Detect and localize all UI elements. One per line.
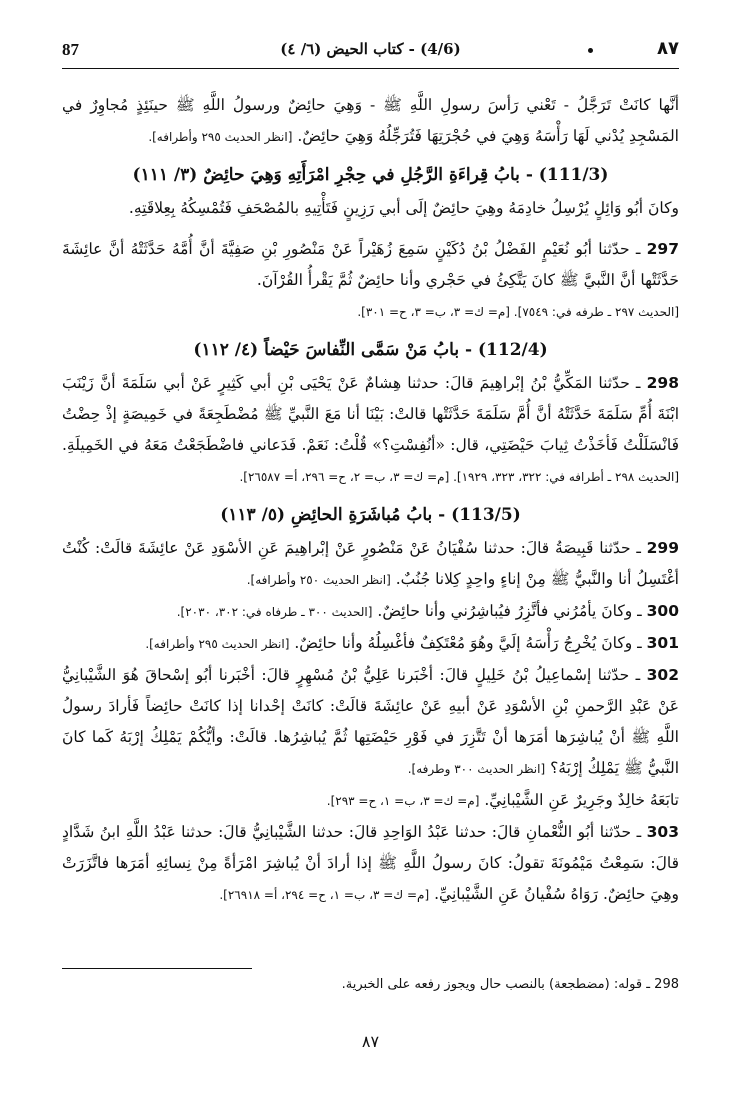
chapter-111-text: وكانَ أبُو وَائِلٍ يُرْسِلُ خادِمَهُ وهِيَ حائِضٌ إلَى أبي رَزِينٍ فَتَأْتِيهِ بالمُصْحَفِ فَتُمْسِكُهُ بِعِلاقَتِهِ. bbox=[128, 199, 679, 217]
chapter-title: (4/6) - كتاب الحيض (٦/ ٤) bbox=[280, 40, 461, 58]
hadith-text: وكانَ يُخْرِجُ رَأْسَهُ إلَيَّ وهُوَ مُعْتَكِفٌ فأغْسِلُهُ وأنا حائِضٌ. bbox=[294, 634, 633, 652]
page-number-latin: 87 bbox=[62, 40, 79, 59]
hadith-reference: [انظر الحديث ٣٠٠ وطرفه]. bbox=[407, 762, 546, 776]
running-head bbox=[62, 38, 679, 68]
hadith-text: حدّثنا أبُو النُّعْمانِ قالَ: حدثنا عَبْدُ الوَاحِدِ قالَ: حدثنا الشَّيْبانِيُّ قالَ: حدثنا عَبْدُ اللَّهِ ابنُ شَدَّادٍ قالَ: سَمِعْتُ مَيْمُونَةَ تقولُ: كانَ رسولُ اللَّهِ ﷺ إذا أرادَ أنْ يُباشِرَ امْرَأةً مِنْ نِسائِهِ أمَرَها فاتَّزَرَتْ وهِيَ حائِضٌ. رَوَاهُ سُفْيانُ عَنِ الشَّيْبانِيِّ. bbox=[62, 823, 679, 903]
hadith-reference: [انظر الحديث ٢٥٠ وأطرافه]. bbox=[246, 573, 391, 587]
folio-page-number: ٨٧ bbox=[361, 1032, 380, 1051]
chapter-heading-113: (113/5) - بابُ مُباشَرَةِ الحائِضِ (٥/ ١١٣) bbox=[220, 505, 521, 525]
hadith-text: حدّثنا المَكِّيُّ بْنُ إبْراهِيمَ قالَ: حدثنا هِشامٌ عَنْ يَحْيَى بْنِ أبي كَثِيرٍ عَنْ أبي سَلَمَةَ أنَّ زَيْنَبَ ابْنَةَ أُمِّ سَلَمَةَ حَدَّثَتْهُ أنَّ أُمَّ سَلَمَةَ حَدَّثَتْها قالتْ: بَيْنَا أنا مَعَ النَّبيِّ ﷺ مُضْطَجِعَةً في خَمِيصَةٍ إذْ حِضْتُ فَانْسَلَلْتُ فَأخَذْتُ ثِيابَ حَيْضَتِي، قال: «أنُفِسْتِ؟» قُلْتُ: نَعَمْ. فَدَعاني فاضْطَجَعْتُ مَعَهُ في الخَمِيلَةِ. bbox=[62, 374, 679, 454]
page-number-arabic: ٨٧ bbox=[657, 38, 679, 59]
chapter-heading-112: (112/4) - بابُ مَنْ سَمَّى النِّفاسَ حَيْضاً (٤/ ١١٢) bbox=[193, 340, 548, 360]
mutaba-text: تابَعَهُ خالِدٌ وجَرِيرٌ عَنِ الشَّيْبانِيِّ. bbox=[484, 791, 679, 809]
hadith-303: 303 ـ حدّثنا أبُو النُّعْمانِ قالَ: حدثنا عَبْدُ الوَاحِدِ قالَ: حدثنا الشَّيْبانِيُّ قالَ: حدثنا عَبْدُ اللَّهِ ابنُ شَدَّادٍ قالَ: سَمِعْتُ مَيْمُونَةَ تقولُ: كانَ رسولُ اللَّهِ ﷺ إذا أرادَ أنْ يُباشِرَ امْرَأةً مِنْ نِسائِهِ أمَرَها فاتَّزَرَتْ وهِيَ حائِضٌ. رَوَاهُ سُفْيانُ عَنِ الشَّيْبانِيِّ. [م= ك= ٣، ب= ١، ح= ٢٩٤، أ= ٢٦٩١٨]. bbox=[62, 823, 679, 903]
hadith-302: 302 ـ حدّثنا إسْماعِيلُ بْنُ خَلِيلٍ قالَ: أخْبَرنا عَلِيُّ بْنُ مُسْهِرٍ قالَ: أخْبَرنا أبُو إسْحاقَ هُوَ الشَّيْبانِيُّ عَنْ عَبْدِ الرَّحمنِ بْنِ الأسْوَدِ عَنْ أبيهِ عَنْ عائِشَةَ قالَتْ: كانَتْ إحْدانا إذا كانَتْ حائِضاً فَأرادَ رسولُ اللَّهِ ﷺ أنْ يُباشِرَها أمَرَها أنْ تَتَّزِرَ في فَوْرِ حَيْضَتِها ثُمَّ يُباشِرُها. قالَتْ: وأيُّكُمْ يَمْلِكُ إرْبَهُ كَما كانَ النَّبيُّ ﷺ يَمْلِكُ إرْبَهُ؟ [انظر الحديث ٣٠٠ وطرفه]. bbox=[62, 666, 679, 777]
hadith-297: 297 ـ حدّثنا أبُو نُعَيْمٍ الفَضْلُ بْنُ دُكَيْنٍ سَمِعَ زُهَيْراً عَنْ مَنْصُورِ بْنِ صَفِيَّةَ أنَّ أُمَّهُ حَدَّثَتْهُ أنَّ عائِشَةَ حَدَّثَتْها أنَّ النَّبيَّ ﷺ كانَ يَتَّكِئُ في حَجْري وأنا حائِضٌ ثُمَّ يَقْرأُ القُرْآنَ. [الحديث ٢٩٧ ـ طرفه في: ٧٥٤٩]. [م= ك= ٣، ب= ٣، ح= ٣٠١]. bbox=[62, 240, 679, 319]
intro-paragraph bbox=[62, 90, 679, 153]
hadith-301: 301 ـ وكانَ يُخْرِجُ رَأْسَهُ إلَيَّ وهُوَ مُعْتَكِفٌ فأغْسِلُهُ وأنا حائِضٌ. [انظر الحديث ٢٩٥ وأطرافه]. bbox=[145, 634, 679, 652]
footnote-rule bbox=[62, 968, 252, 969]
hadith-number: 303 bbox=[646, 823, 679, 841]
hadith-298: 298 ـ حدّثنا المَكِّيُّ بْنُ إبْراهِيمَ قالَ: حدثنا هِشامٌ عَنْ يَحْيَى بْنِ أبي كَثِيرٍ عَنْ أبي سَلَمَةَ أنَّ زَيْنَبَ ابْنَةَ أُمِّ سَلَمَةَ حَدَّثَتْهُ أنَّ أُمَّ سَلَمَةَ حَدَّثَتْها قالتْ: بَيْنَا أنا مَعَ النَّبيِّ ﷺ مُضْطَجِعَةً في خَمِيصَةٍ إذْ حِضْتُ فَانْسَلَلْتُ فَأخَذْتُ ثِيابَ حَيْضَتِي، قال: «أنُفِسْتِ؟» قُلْتُ: نَعَمْ. فَدَعاني فاضْطَجَعْتُ مَعَهُ في الخَمِيلَةِ. [الحديث ٢٩٨ ـ أطرافه في: ٣٢٢، ٣٢٣، ١٩٢٩]. [م= ك= ٣، ب= ٢، ح= ٢٩٦، أ= ٢٦٥٨٧]. bbox=[62, 374, 679, 484]
hadith-reference: [الحديث ٣٠٠ ـ طرفاه في: ٣٠٢، ٢٠٣٠]. bbox=[176, 605, 373, 619]
hadith-reference: [انظر الحديث ٢٩٥ وأطرافه]. bbox=[145, 637, 290, 651]
hadith-number: 299 bbox=[646, 539, 679, 557]
hadith-number: 297 bbox=[646, 240, 679, 258]
intro-reference: [انظر الحديث ٢٩٥ وأطرافه]. bbox=[148, 130, 293, 144]
footnote: 298 ـ قوله: (مضطجعة) بالنصب حال ويجوز رفعه على الخبرية. bbox=[341, 977, 679, 992]
header-rule bbox=[62, 68, 679, 69]
hadith-302-mutaba bbox=[62, 785, 679, 817]
hadith-text: حدّثنا قَبِيصَةُ قالَ: حدثنا سُفْيَانُ عَنْ مَنْصُورٍ عَنْ إبْراهِيمَ عَنِ الأسْوَدِ عَنْ عائِشَةَ قالَتْ: كُنْتُ أغْتَسِلُ أنا والنَّبيُّ ﷺ مِنْ إناءٍ واحِدٍ كِلانا جُنُبٌ. bbox=[62, 539, 679, 588]
header-dot bbox=[588, 48, 593, 53]
hadith-text: حدّثنا إسْماعِيلُ بْنُ خَلِيلٍ قالَ: أخْبَرنا عَلِيُّ بْنُ مُسْهِرٍ قالَ: أخْبَرنا أبُو إسْحاقَ هُوَ الشَّيْبانِيُّ عَنْ عَبْدِ الرَّحمنِ بْنِ الأسْوَدِ عَنْ أبيهِ عَنْ عائِشَةَ قالَتْ: كانَتْ إحْدانا إذا كانَتْ حائِضاً فَأرادَ رسولُ اللَّهِ ﷺ أنْ يُباشِرَها أمَرَها أنْ تَتَّزِرَ في فَوْرِ حَيْضَتِها ثُمَّ يُباشِرُها. قالَتْ: وأيُّكُمْ يَمْلِكُ إرْبَهُ كَما كانَ النَّبيُّ ﷺ يَمْلِكُ إرْبَهُ؟ bbox=[62, 666, 679, 777]
hadith-text: حدّثنا أبُو نُعَيْمٍ الفَضْلُ بْنُ دُكَيْنٍ سَمِعَ زُهَيْراً عَنْ مَنْصُورِ بْنِ صَفِيَّةَ أنَّ أُمَّهُ حَدَّثَتْهُ أنَّ عائِشَةَ حَدَّثَتْها أنَّ النَّبيَّ ﷺ كانَ يَتَّكِئُ في حَجْري وأنا حائِضٌ ثُمَّ يَقْرأُ القُرْآنَ. bbox=[62, 240, 679, 289]
hadith-300: 300 ـ وكانَ يأمُرُني فأتَّزِرُ فيُباشِرُني وأنا حائِضٌ. [الحديث ٣٠٠ ـ طرفاه في: ٣٠٢، ٢٠٣٠]. bbox=[176, 602, 679, 620]
hadith-number: 301 bbox=[646, 634, 679, 652]
hadith-reference: [الحديث ٢٩٧ ـ طرفه في: ٧٥٤٩]. [م= ك= ٣، ب= ٣، ح= ٣٠١]. bbox=[357, 305, 679, 319]
hadith-text: وكانَ يأمُرُني فأتَّزِرُ فيُباشِرُني وأنا حائِضٌ. bbox=[377, 602, 633, 620]
hadith-number: 298 bbox=[646, 374, 679, 392]
hadith-number: 302 bbox=[646, 666, 679, 684]
chapter-heading-111: (111/3) - بابُ قِراءَةِ الرَّجُلِ في حِجْرِ امْرَأَتِهِ وَهِيَ حائِضٌ (٣/ ١١١) bbox=[132, 165, 609, 185]
main-text bbox=[62, 90, 679, 911]
hadith-number: 300 bbox=[646, 602, 679, 620]
hadith-reference: [الحديث ٢٩٨ ـ أطرافه في: ٣٢٢، ٣٢٣، ١٩٢٩]. [م= ك= ٣، ب= ٢، ح= ٢٩٦، أ= ٢٦٥٨٧]. bbox=[239, 470, 679, 484]
hadith-299: 299 ـ حدّثنا قَبِيصَةُ قالَ: حدثنا سُفْيَانُ عَنْ مَنْصُورٍ عَنْ إبْراهِيمَ عَنِ الأسْوَدِ عَنْ عائِشَةَ قالَتْ: كُنْتُ أغْتَسِلُ أنا والنَّبيُّ ﷺ مِنْ إناءٍ واحِدٍ كِلانا جُنُبٌ. [انظر الحديث ٢٥٠ وأطرافه]. bbox=[62, 539, 679, 588]
intro-text: أنَّها كانَتْ تَرَجَّلُ - تَعْني رَأسَ رسولِ اللَّهِ ﷺ - وَهِيَ حائِضٌ ورسولُ اللَّهِ ﷺ حينَئِذٍ مُجاوِرٌ في المَسْجِدِ يُدْني لَهَا رَأْسَهُ وَهِيَ في حُجْرَتِهَا فَتُرَجِّلُهُ وَهِيَ حائِضٌ. bbox=[62, 96, 679, 145]
mutaba-reference: [م= ك= ٣، ب= ١، ح= ٢٩٣]. bbox=[326, 794, 480, 808]
hadith-reference: [م= ك= ٣، ب= ١، ح= ٢٩٤، أ= ٢٦٩١٨]. bbox=[219, 888, 430, 902]
